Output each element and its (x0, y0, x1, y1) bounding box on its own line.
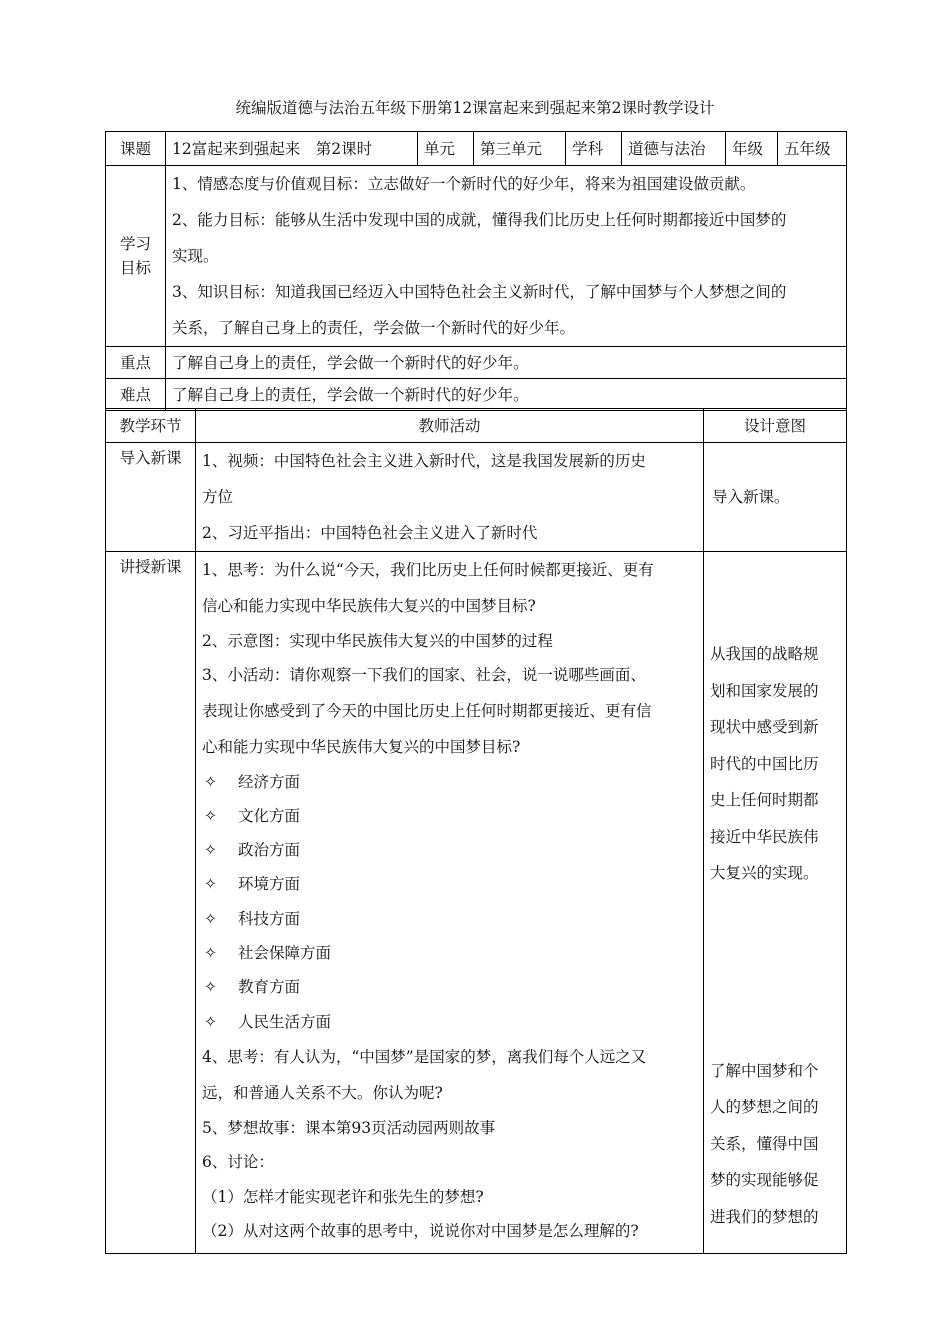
intent-line: 史上任何时期都 (710, 791, 819, 809)
activity-line: 5、梦想故事：课本第93页活动园两则故事 (202, 1118, 496, 1137)
grade-value: 五年级 (778, 132, 847, 166)
activity-line: 2、习近平指出：中国特色社会主义进入了新时代 (202, 524, 538, 542)
activity-line: （1）怎样才能实现老许和张先生的梦想? (202, 1187, 484, 1206)
diamond-bullet-icon: ✧ (204, 841, 217, 860)
teach-row (106, 552, 847, 1254)
difficulty-row (106, 379, 847, 411)
objective-line: 3、知识目标：知道我国已经迈入中国特色社会主义新时代，了解中国梦与个人梦想之间的 (172, 283, 787, 301)
course-value: 12富起来到强起来 第2课时 (166, 132, 418, 166)
activity-line: 远，和普通人关系不大。你认为呢? (202, 1083, 443, 1102)
objectives-label: 学习目标 (106, 166, 166, 347)
key-point-row (106, 347, 847, 379)
info-row (106, 132, 847, 166)
activity-line: 方位 (202, 488, 234, 506)
activity-line: 心和能力实现中华民族伟大复兴的中国梦目标? (202, 737, 521, 756)
teaching-process-table (105, 408, 847, 1254)
intent-line: 接近中华民族伟 (710, 827, 819, 846)
intro-activity (196, 443, 704, 552)
bullet-text: 经济方面 (238, 772, 301, 791)
intro-stage: 导入新课 (106, 443, 196, 552)
intent-line: 从我国的战略规 (710, 645, 819, 663)
unit-value: 第三单元 (474, 132, 566, 166)
objective-line: 1、情感态度与价值观目标：立志做好一个新时代的好少年，将来为祖国建设做贡献。 (172, 175, 756, 193)
grade-label: 年级 (726, 132, 778, 166)
bullet-text: 人民生活方面 (238, 1012, 332, 1031)
objective-line: 2、能力目标：能够从生活中发现中国的成就，懂得我们比历史上任何时期都接近中国梦的 (172, 211, 787, 229)
teach-activity (196, 552, 704, 1254)
diamond-bullet-icon: ✧ (204, 875, 217, 894)
intent-line: 关系，懂得中国 (710, 1134, 819, 1153)
bullet-item (202, 902, 697, 936)
intent-line: 进我们的梦想的 (710, 1207, 819, 1226)
bullet-text: 社会保障方面 (238, 944, 332, 963)
intro-intent: 导入新课。 (704, 443, 847, 552)
activity-line: 1、视频：中国特色社会主义进入新时代，这是我国发展新的历史 (202, 452, 646, 470)
intent-line: 了解中国梦和个 (710, 1061, 819, 1080)
difficulty-label: 难点 (106, 379, 166, 411)
diamond-bullet-icon: ✧ (204, 772, 217, 791)
bullet-text: 政治方面 (238, 841, 301, 860)
intent-line: 时代的中国比历 (710, 754, 819, 773)
course-label: 课题 (106, 132, 166, 166)
activity-line: 6、讨论： (202, 1153, 274, 1172)
objectives-content (166, 166, 847, 347)
intent-line: 人的梦想之间的 (710, 1098, 819, 1116)
objective-line: 实现。 (172, 247, 219, 265)
process-header-row (106, 409, 847, 443)
bullet-text: 文化方面 (238, 806, 301, 825)
key-point-value: 了解自己身上的责任，学会做一个新时代的好少年。 (166, 347, 847, 379)
activity-header: 教师活动 (196, 409, 704, 443)
bullet-item (202, 765, 697, 799)
intent-line: 大复兴的实现。 (710, 864, 819, 882)
difficulty-value: 了解自己身上的责任，学会做一个新时代的好少年。 (166, 379, 847, 411)
activity-line: （2）从对这两个故事的思考中，说说你对中国梦是怎么理解的? (202, 1221, 639, 1240)
document-title: 统编版道德与法治五年级下册第12课富起来到强起来第2课时教学设计 (235, 99, 715, 117)
bullet-item (202, 970, 697, 1004)
activity-line: 表现让你感受到了今天的中国比历史上任何时期都更接近、更有信 (202, 701, 652, 720)
subject-label: 学科 (566, 132, 622, 166)
lesson-info-table (105, 131, 847, 411)
bullet-item (202, 833, 697, 867)
bullet-text: 环境方面 (238, 875, 301, 894)
stage-header: 教学环节 (106, 409, 196, 443)
activity-line: 2、示意图：实现中华民族伟大复兴的中国梦的过程 (202, 632, 553, 650)
key-point-label: 重点 (106, 347, 166, 379)
objectives-row (106, 166, 847, 347)
diamond-bullet-icon: ✧ (204, 978, 217, 997)
intent-line: 划和国家发展的 (710, 681, 819, 700)
objective-line: 关系，了解自己身上的责任，学会做一个新时代的好少年。 (172, 319, 576, 337)
subject-value: 道德与法治 (622, 132, 726, 166)
intro-row (106, 443, 847, 552)
intent-line: 现状中感受到新 (710, 718, 819, 736)
teach-intent (704, 552, 847, 1254)
diamond-bullet-icon: ✧ (204, 806, 217, 825)
intent-header: 设计意图 (704, 409, 847, 443)
diamond-bullet-icon: ✧ (204, 1012, 217, 1031)
activity-line: 3、小活动：请你观察一下我们的国家、社会，说一说哪些画面、 (202, 666, 646, 685)
bullet-text: 科技方面 (238, 909, 301, 928)
activity-line: 4、思考：有人认为，“中国梦”是国家的梦，离我们每个人远之又 (202, 1047, 647, 1066)
intent-line: 梦的实现能够促 (710, 1171, 819, 1189)
activity-line: 1、思考：为什么说“今天，我们比历史上任何时候都更接近、更有 (202, 561, 654, 579)
bullet-item (202, 1005, 697, 1039)
bullet-text: 教育方面 (238, 978, 301, 997)
bullet-item (202, 799, 697, 833)
activity-line: 信心和能力实现中华民族伟大复兴的中国梦目标? (202, 597, 536, 615)
unit-label: 单元 (418, 132, 474, 166)
teach-stage: 讲授新课 (106, 552, 196, 1254)
bullet-item (202, 936, 697, 970)
bullet-item (202, 867, 697, 901)
diamond-bullet-icon: ✧ (204, 944, 217, 963)
diamond-bullet-icon: ✧ (204, 909, 217, 928)
